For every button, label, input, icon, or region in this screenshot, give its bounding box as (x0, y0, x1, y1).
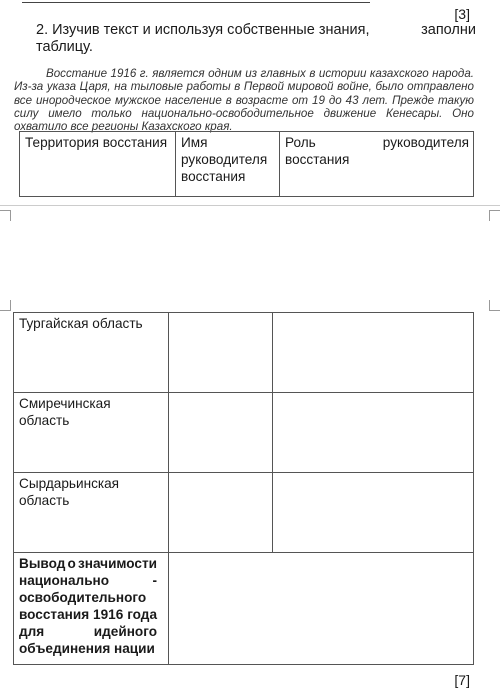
conclusion-answer-cell[interactable] (169, 553, 474, 665)
leader-name-cell[interactable] (169, 473, 273, 553)
crop-mark (0, 300, 11, 311)
score-top: [3] (454, 6, 470, 22)
table-row (14, 313, 474, 393)
top-rule (22, 2, 370, 3)
leader-role-cell[interactable] (273, 473, 474, 553)
territory-cell: Тургайская область (14, 313, 169, 393)
task-heading (36, 22, 476, 56)
header-leader-role: Роль руководителя восстания (280, 132, 474, 197)
task-line2: таблицу. (36, 39, 93, 55)
header-table (19, 131, 474, 197)
conclusion-label: Вывод о значимости национально - освободительного восстания 1916 года для идейного объединения нации (14, 553, 169, 665)
crop-mark (489, 300, 500, 311)
passage-text: Восстание 1916 г. является одним из главных в истории казахского народа. Из-за указа Царя, на тыловые работы в Первой мировой войне, было отправлено все инородческое мужское население в возрасте от 19 до 43 лет. Прежде такую силу имело только национально-освободительное движение Кенесары. Оно охватило все регионы Казахского края. (14, 67, 474, 134)
conclusion-row (14, 553, 474, 665)
territory-cell: Смиречинская область (14, 393, 169, 473)
header-row (20, 132, 474, 197)
task-line1-left: 2. Изучив текст и используя собственные знания, (36, 22, 370, 38)
leader-role-cell[interactable] (273, 313, 474, 393)
answer-table (13, 312, 474, 665)
leader-role-cell[interactable] (273, 393, 474, 473)
leader-name-cell[interactable] (169, 393, 273, 473)
leader-name-cell[interactable] (169, 313, 273, 393)
score-bottom: [7] (454, 672, 470, 688)
task-line1-right: заполни (421, 22, 476, 38)
table-row (14, 473, 474, 553)
header-territory: Территория восстания (20, 132, 176, 197)
header-leader-name: Имя руководителя восстания (176, 132, 280, 197)
territory-cell: Сырдарьинская область (14, 473, 169, 553)
page-break-line (0, 205, 500, 206)
table-row (14, 393, 474, 473)
crop-mark (0, 210, 11, 221)
crop-mark (489, 210, 500, 221)
